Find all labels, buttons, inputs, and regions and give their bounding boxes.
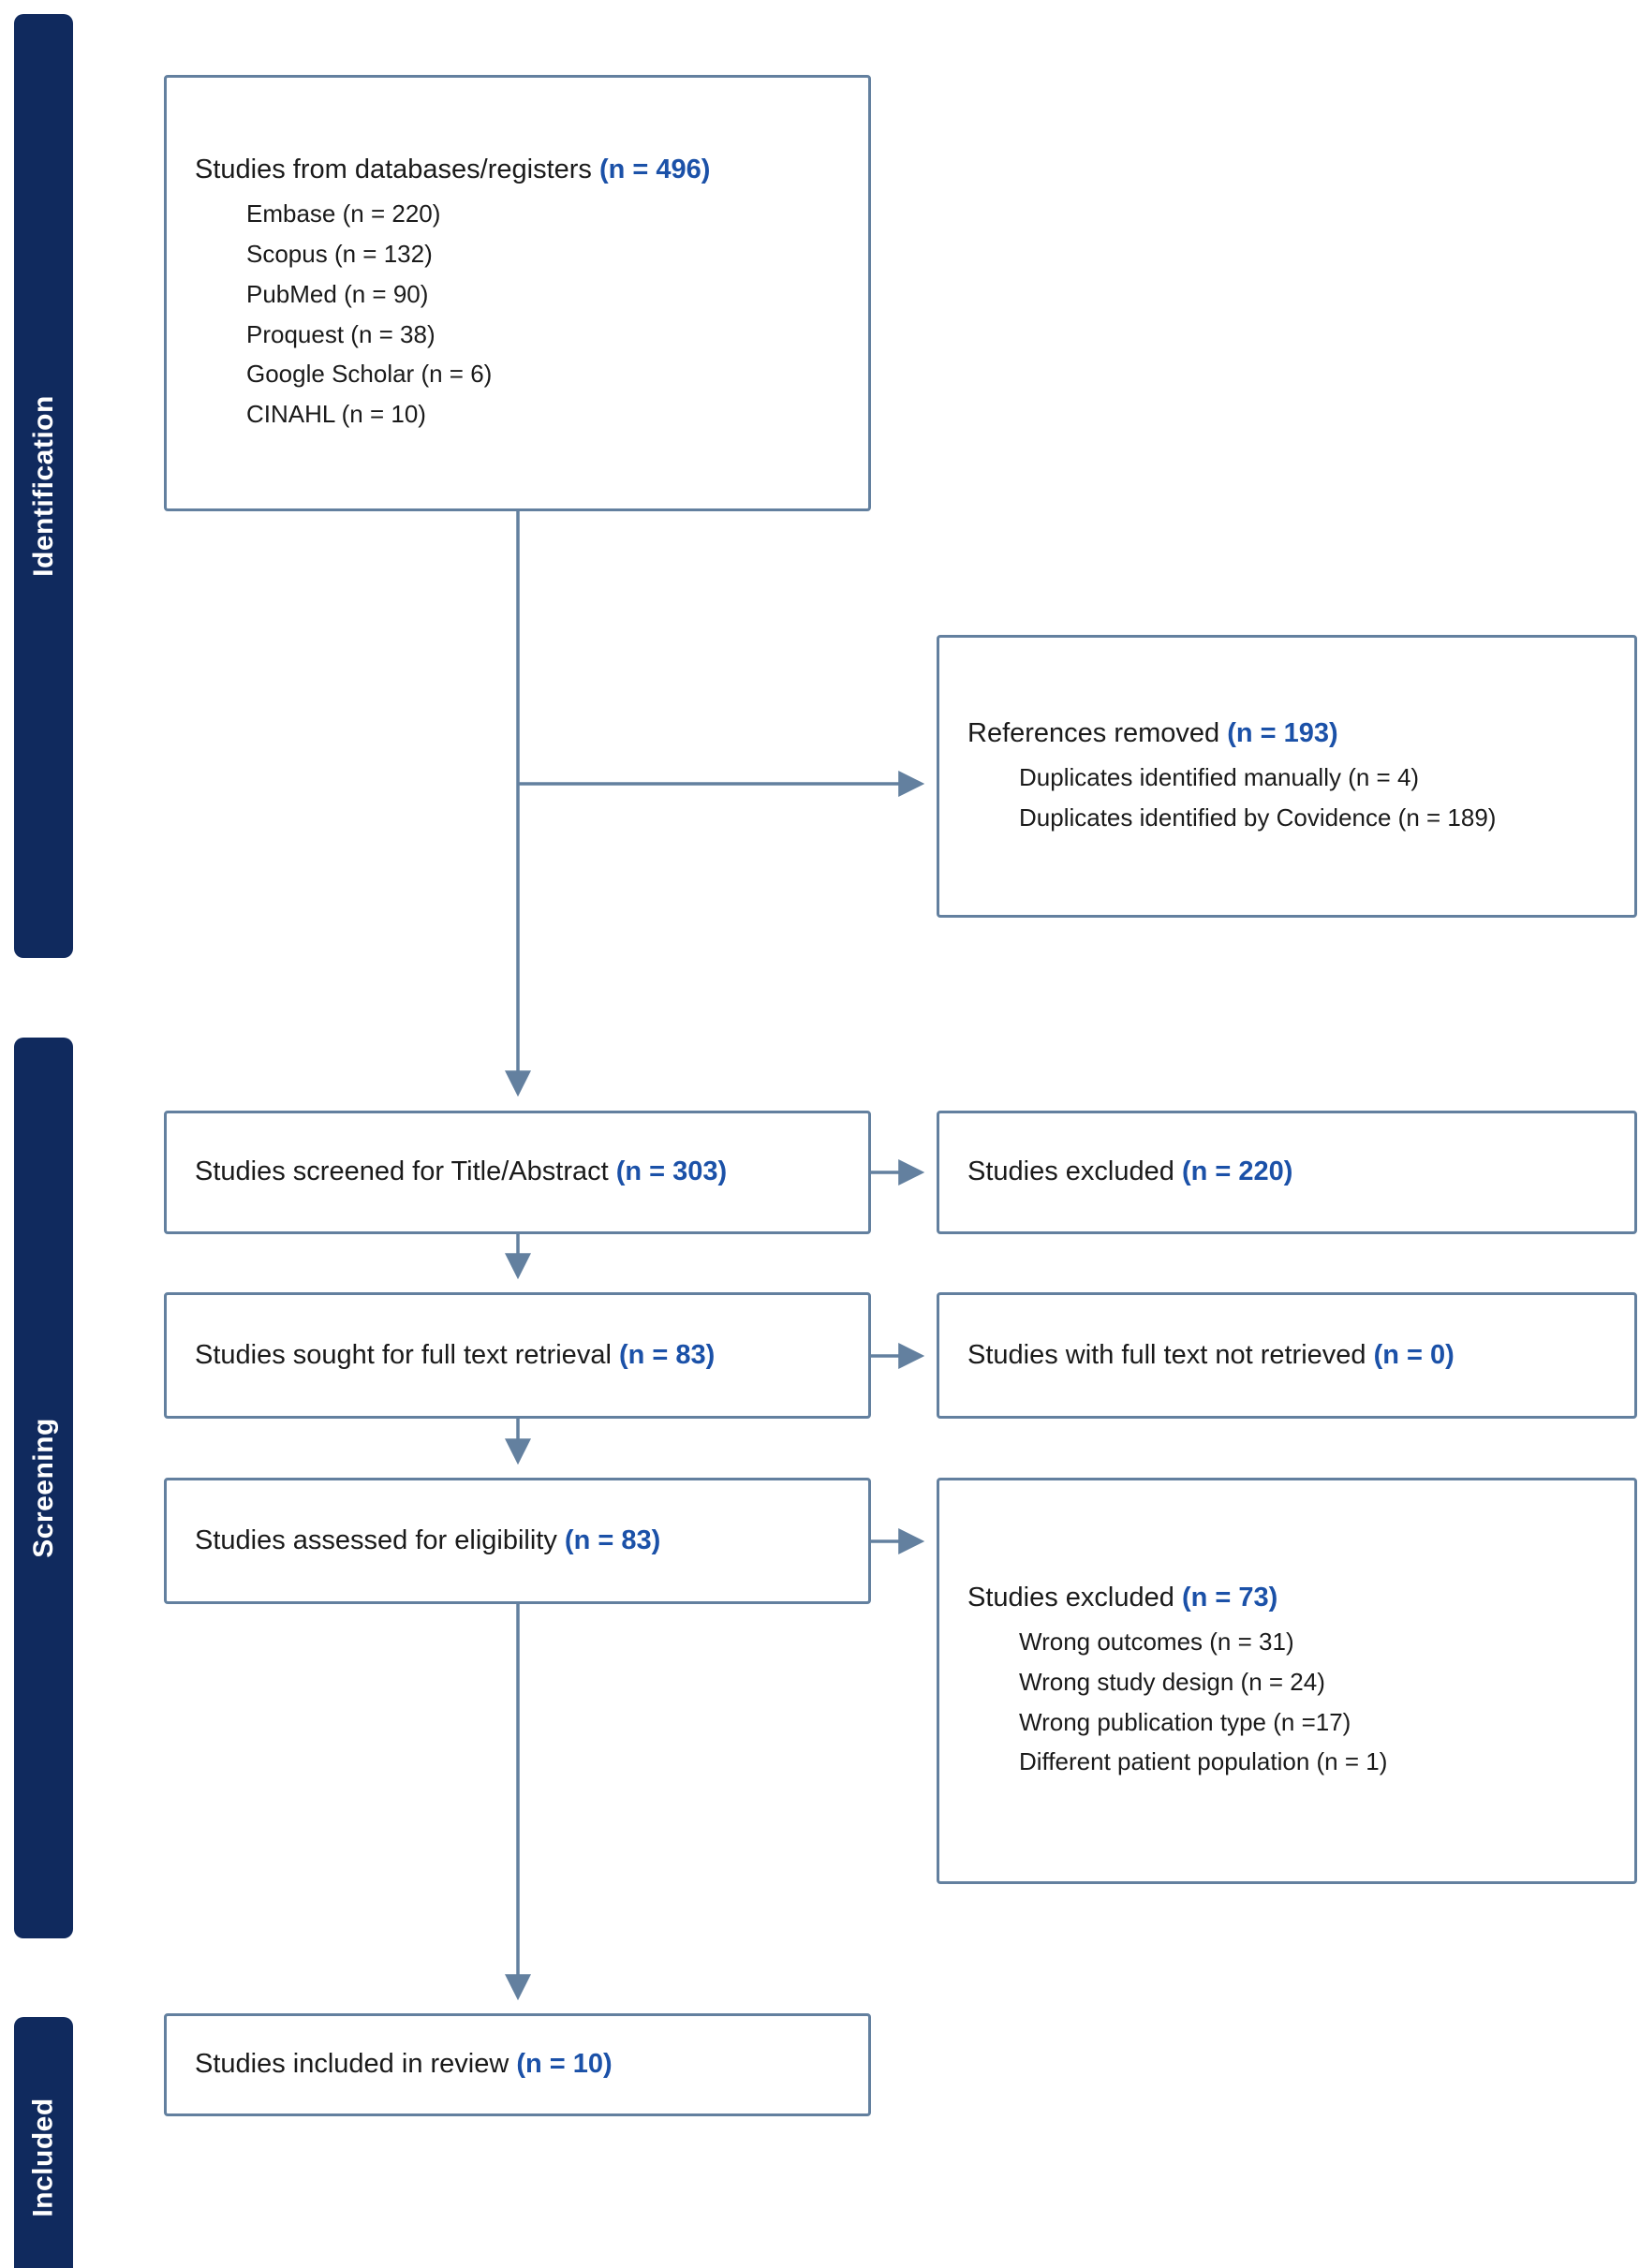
box-sub-item: Proquest (n = 38): [246, 319, 436, 348]
box-sub-item: Wrong outcomes (n = 31): [1019, 1627, 1294, 1656]
box-title: [967, 715, 1617, 752]
box-studies-included-in-review: [164, 2013, 871, 2116]
box-count: (n = 193): [1227, 717, 1338, 748]
box-sub-item: PubMed (n = 90): [246, 279, 429, 308]
stage-label-identification: Identification: [27, 395, 59, 577]
box-title-text: Studies from databases/registers: [195, 154, 592, 184]
box-count: (n = 73): [1181, 1582, 1278, 1613]
box-sub-item: Scopus (n = 132): [246, 239, 433, 268]
box-item-list: [195, 194, 851, 434]
stage-label-screening: Screening: [27, 1418, 59, 1558]
stage-bar-identification: [14, 14, 73, 958]
box-sub-item: Wrong publication type (n =17): [1019, 1707, 1351, 1736]
box-title-text: References removed: [967, 717, 1220, 748]
box-title: [967, 1337, 1617, 1374]
box-title-text: Studies excluded: [967, 1156, 1174, 1187]
box-studies-excluded-eligibility: [937, 1478, 1637, 1884]
box-title-text: Studies included in review: [195, 2049, 509, 2080]
box-count: (n = 83): [618, 1339, 716, 1370]
box-title-text: Studies excluded: [967, 1582, 1174, 1613]
box-sub-item: Different patient population (n = 1): [1019, 1747, 1388, 1776]
box-studies-assessed-eligibility: [164, 1478, 871, 1604]
box-sub-item: Duplicates identified by Covidence (n = 189): [1019, 803, 1497, 832]
box-count: (n = 303): [615, 1156, 728, 1187]
box-title-text: Studies assessed for eligibility: [195, 1524, 557, 1555]
box-title-text: Studies sought for full text retrieval: [195, 1339, 612, 1370]
stage-bar-screening: [14, 1038, 73, 1938]
box-count: (n = 496): [599, 154, 711, 184]
box-full-text-not-retrieved: [937, 1292, 1637, 1419]
box-title: [195, 2046, 851, 2083]
box-studies-excluded-screening: [937, 1111, 1637, 1234]
box-count: (n = 0): [1373, 1339, 1454, 1370]
box-title: [967, 1580, 1617, 1616]
box-title: [967, 1154, 1617, 1190]
box-sub-item: Duplicates identified manually (n = 4): [1019, 762, 1420, 791]
box-count: (n = 220): [1181, 1156, 1293, 1187]
box-title: [195, 1523, 851, 1559]
box-sub-item: Google Scholar (n = 6): [246, 360, 493, 389]
box-title-text: Studies with full text not retrieved: [967, 1339, 1366, 1370]
box-references-removed: [937, 635, 1637, 918]
box-count: (n = 10): [516, 2049, 613, 2080]
stage-label-included: Included: [27, 2098, 59, 2217]
box-title: [195, 1337, 851, 1374]
box-item-list: [967, 758, 1617, 838]
box-title: [195, 152, 851, 188]
box-item-list: [967, 1622, 1617, 1783]
box-sub-item: CINAHL (n = 10): [246, 400, 426, 429]
box-sub-item: Embase (n = 220): [246, 199, 441, 228]
box-studies-sought-full-text: [164, 1292, 871, 1419]
box-studies-from-databases: [164, 75, 871, 511]
box-title: [195, 1154, 851, 1190]
stage-bar-included: [14, 2017, 73, 2268]
box-count: (n = 83): [564, 1524, 661, 1555]
box-sub-item: Wrong study design (n = 24): [1019, 1667, 1325, 1696]
box-studies-screened: [164, 1111, 871, 1234]
box-title-text: Studies screened for Title/Abstract: [195, 1156, 609, 1187]
